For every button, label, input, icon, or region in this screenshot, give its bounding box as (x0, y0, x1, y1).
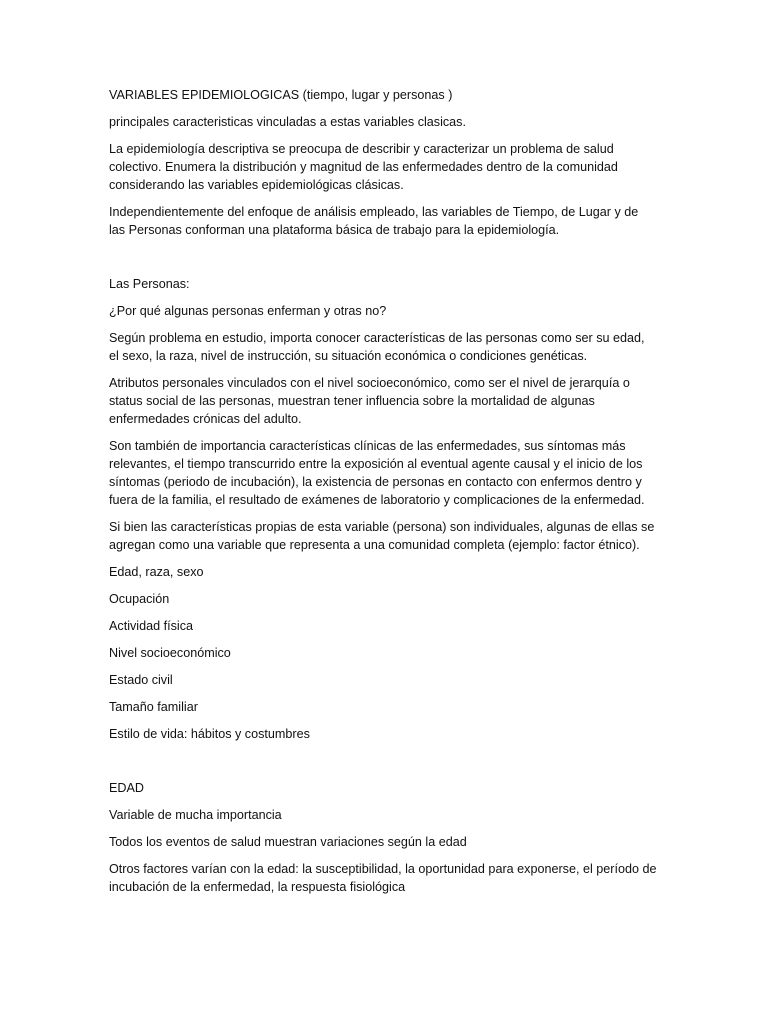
personas-paragraph: Atributos personales vinculados con el nivel socioeconómico, como ser el nivel de jerarquía o status social de las personas, muestran tener influencia sobre la mortalidad de algunas enfermedades crónicas del adulto. (109, 376, 630, 426)
intro-paragraph: principales caracteristicas vinculadas a estas variables clasicas. (109, 115, 466, 129)
section-spacer (109, 248, 657, 275)
personas-paragraph: ¿Por qué algunas personas enferman y otras no? (109, 304, 387, 318)
edad-paragraph: Variable de mucha importancia (109, 808, 282, 822)
personas-paragraph: Si bien las características propias de esta variable (persona) son individuales, algunas de ellas se agregan como una variable que representa a una comunidad completa (ejemplo: factor étnico). (109, 520, 655, 552)
edad-paragraph: Otros factores varían con la edad: la susceptibilidad, la oportunidad para exponerse, el período de incubación de la enfermedad, la respuesta fisiológica (109, 862, 657, 894)
personas-paragraph: Según problema en estudio, importa conocer características de las personas como ser su edad, el sexo, la raza, nivel de instrucción, su situación económica o condiciones genéticas. (109, 331, 645, 363)
document-page (109, 86, 657, 905)
intro-paragraph: Independientemente del enfoque de análisis empleado, las variables de Tiempo, de Lugar y de las Personas conforman una plataforma básica de trabajo para la epidemiología. (109, 205, 639, 237)
edad-paragraph: Todos los eventos de salud muestran variaciones según la edad (109, 835, 467, 849)
personas-list-item: Nivel socioeconómico (109, 646, 231, 660)
personas-list-item: Estilo de vida: hábitos y costumbres (109, 727, 310, 741)
personas-list-item: Tamaño familiar (109, 700, 198, 714)
personas-list-item: Edad, raza, sexo (109, 565, 204, 579)
personas-list-item: Ocupación (109, 592, 170, 606)
personas-list-item: Estado civil (109, 673, 173, 687)
section-heading-personas: Las Personas: (109, 277, 190, 291)
personas-paragraph: Son también de importancia características clínicas de las enfermedades, sus síntomas más relevantes, el tiempo transcurrido entre la exposición al eventual agente causal y el inicio de los síntomas (periodo de incubación), la existencia de personas en contacto con enfermos dentro y fuera de la familia, el resultado de exámenes de laboratorio y complicaciones de la enfermedad. (109, 439, 645, 507)
document-title: VARIABLES EPIDEMIOLOGICAS (tiempo, lugar y personas ) (109, 88, 453, 102)
section-spacer (109, 752, 657, 779)
intro-paragraph: La epidemiología descriptiva se preocupa de describir y caracterizar un problema de salud colectivo. Enumera la distribución y magnitud de las enfermedades dentro de la comunidad considerando las variables epidemiológicas clásicas. (109, 142, 618, 192)
section-heading-edad: EDAD (109, 781, 144, 795)
personas-list-item: Actividad física (109, 619, 193, 633)
